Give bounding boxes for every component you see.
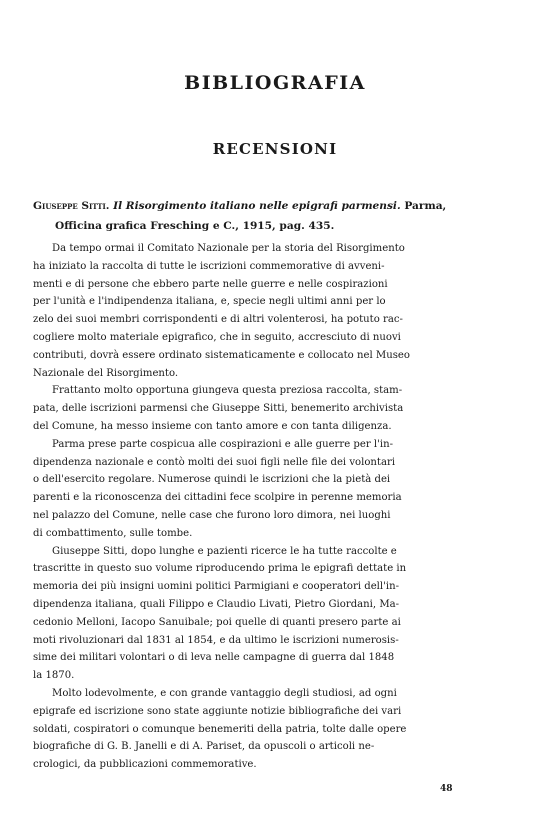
text-line: o dell'esercito regolare. Numerose quindi le iscrizioni che la pietà dei	[33, 474, 391, 486]
text-line: epigrafe ed iscrizione sono state aggiunte notizie bibliografiche dei vari	[33, 705, 402, 717]
text-line: Frattanto molto opportuna giungeva questa preziosa raccolta, stam-	[52, 385, 403, 397]
page-mark: 48	[440, 784, 453, 794]
text-line: per l'unità e l'indipendenza italiana, e, specie negli ultimi anni per lo	[33, 296, 386, 308]
text-line: dipendenza italiana, quali Filippo e Claudio Livati, Pietro Giordani, Ma-	[33, 598, 400, 610]
text-line: Parma prese parte cospicua alle cospirazioni e alle guerre per l'in-	[52, 438, 393, 450]
text-line: sime dei militari volontari o di leva nelle campagne di guerra dal 1848	[33, 652, 395, 664]
text-line: di combattimento, sulle tombe.	[33, 527, 193, 539]
text-line: memoria dei più insigni uomini politici Parmigiani e cooperatori dell'in-	[33, 581, 400, 593]
text-line: nel palazzo del Comune, nelle case che furono loro dimora, nei luoghi	[33, 509, 391, 521]
citation-author: Giuseppe Sitti.	[33, 200, 110, 212]
text-line: trascritte in questo suo volume riproducendo prima le epigrafi dettate in	[33, 563, 407, 575]
text-line: Giuseppe Sitti, dopo lunghe e pazienti ricerce le ha tutte raccolte e	[52, 545, 397, 557]
text-line: Molto lodevolmente, e con grande vantaggio degli studiosi, ad ogni	[52, 687, 397, 699]
review-body	[33, 240, 519, 774]
text-line: pata, delle iscrizioni parmensi che Giuseppe Sitti, benemerito archivista	[33, 403, 404, 415]
text-line: crologici, da pubblicazioni commemorative.	[33, 759, 257, 771]
text-line: ha iniziato la raccolta di tutte le iscrizioni commemorative di avveni-	[33, 260, 385, 272]
citation-place: Parma,	[404, 200, 447, 212]
text-line: biografiche di G. B. Janelli e di A. Pariset, da opuscoli o articoli ne-	[33, 741, 375, 753]
text-line: parenti e la riconoscenza dei cittadini fece scolpire in perenne memoria	[33, 492, 402, 504]
text-line: Nazionale del Risorgimento.	[33, 367, 179, 379]
page-title: BIBLIOGRAFIA	[184, 72, 366, 94]
text-line: cogliere molto materiale epigrafico, che in seguito, accresciuto di nuovi	[33, 331, 401, 343]
text-line: dipendenza nazionale e contò molti dei suoi figli nelle file dei volontari	[33, 456, 396, 468]
section-title: RECENSIONI	[212, 140, 338, 158]
text-line: Da tempo ormai il Comitato Nazionale per la storia del Risorgimento	[52, 243, 405, 254]
text-line: la 1870.	[33, 670, 75, 682]
text-line: menti e di persone che ebbero parte nelle guerre e nelle cospirazioni	[33, 278, 388, 290]
text-line: del Comune, ha messo insieme con tanto amore e con tanta diligenza.	[33, 420, 392, 432]
citation-publisher: Officina grafica Fresching e C., 1915, pag. 435.	[55, 220, 335, 232]
citation-title: Il Risorgimento italiano nelle epigrafi parmensi.	[113, 200, 401, 212]
citation-line-1	[33, 196, 519, 216]
text-line: contributi, dovrà essere ordinato sistematicamente e collocato nel Museo	[33, 349, 410, 361]
text-line: zelo dei suoi membri corrispondenti e di altri volenterosi, ha potuto rac-	[33, 314, 403, 326]
bibliographic-citation	[33, 196, 519, 236]
text-line: cedonio Melloni, Iacopo Sanuibale; poi quelle di quanti presero parte ai	[33, 616, 401, 628]
text-line: soldati, cospiratori o comunque benemeriti della patria, tolte dalle opere	[33, 723, 407, 735]
text-line: moti rivoluzionari dal 1831 al 1854, e da ultimo le iscrizioni numerosis-	[33, 634, 399, 646]
